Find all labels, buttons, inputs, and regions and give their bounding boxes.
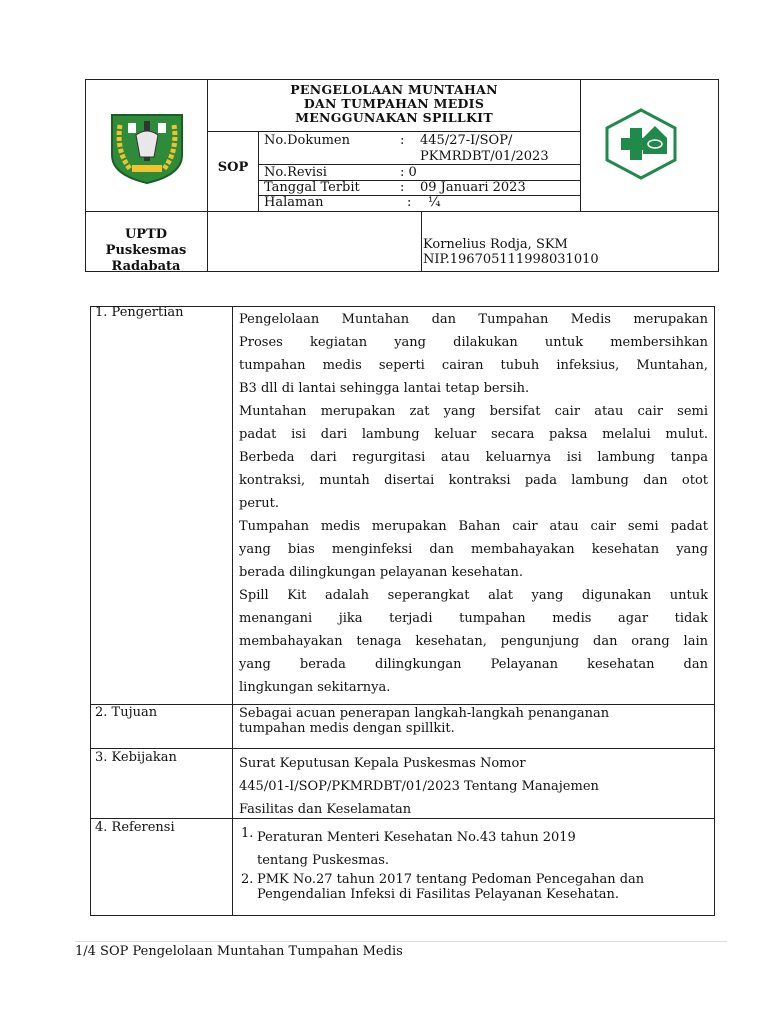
org-line: Radabata — [111, 259, 181, 274]
paragraph: Spill Kit adalah seperangkat alat yang digunakan untuk menangani jika terjadi tumpahan medis agar tidak membahayakan tenaga kesehatan, pengunjung dan orang lain yang berada dilingkungan Pelayanan kesehatan dan lingkungan sekitarnya. — [239, 588, 708, 695]
title-line: DAN TUMPAHAN MEDIS — [303, 96, 485, 111]
reference-number: 2. — [241, 872, 254, 887]
section-label-referensi: 4. Referensi — [95, 820, 175, 835]
reference-number: 1. — [241, 826, 254, 841]
puskesmas-logo-icon — [603, 108, 679, 180]
table-divider — [90, 704, 715, 705]
tanggal-terbit-value: 09 Januari 2023 — [420, 180, 526, 195]
title-line: PENGELOLAAN MUNTAHAN — [290, 82, 498, 97]
signer-nip: NIP.196705111998031010 — [423, 252, 599, 267]
halaman-colon: : — [407, 195, 412, 210]
section-label-kebijakan: 3. Kebijakan — [95, 750, 177, 765]
header-divider — [207, 131, 580, 132]
paragraph: Muntahan merupakan zat yang bersifat cair atau cair semi padat isi dari lambung keluar secara paksa melalui mulut. Berbeda dari regurgitasi atau keluarnya isi lambung tanpa kontraksi, muntah disertai kontraksi pada lambung dan otot perut. — [239, 404, 708, 511]
footer-divider — [75, 941, 727, 942]
table-divider — [232, 306, 233, 916]
signer-name: Kornelius Rodja, SKM — [423, 237, 568, 252]
document-title — [208, 83, 580, 125]
halaman-label: Halaman — [264, 195, 324, 210]
regency-emblem-icon — [106, 111, 188, 185]
table-divider — [90, 748, 715, 749]
organization-name — [86, 227, 206, 275]
paragraph: Surat Keputusan Kepala Puskesmas Nomor 445/01-I/SOP/PKMRDBT/01/2023 Tentang Manajemen Fasilitas dan Keselamatan — [239, 756, 599, 817]
header-divider — [421, 211, 422, 272]
paragraph: Sebagai acuan penerapan langkah-langkah penanganan tumpahan medis dengan spillkit. — [239, 706, 610, 736]
reference-item: Peraturan Menteri Kesehatan No.43 tahun 2019 tentang Puskesmas. — [257, 830, 576, 868]
header-divider — [258, 131, 259, 211]
no-dokumen-colon: : — [400, 133, 405, 148]
tanggal-terbit-colon: : — [400, 180, 405, 195]
no-dokumen-value: PKMRDBT/01/2023 — [420, 149, 549, 164]
section-label-pengertian: 1. Pengertian — [95, 305, 184, 320]
no-revisi-value: : 0 — [400, 165, 417, 180]
org-line: Puskesmas — [105, 243, 187, 258]
no-dokumen-value: 445/27-I/SOP/ — [420, 133, 513, 148]
title-line: MENGGUNAKAN SPILLKIT — [295, 110, 493, 125]
no-dokumen-label: No.Dokumen — [264, 133, 350, 148]
reference-item: PMK No.27 tahun 2017 tentang Pedoman Pencegahan dan Pengendalian Infeksi di Fasilitas Pelayanan Kesehatan. — [257, 872, 645, 902]
page-footer: 1/4 SOP Pengelolaan Muntahan Tumpahan Medis — [75, 944, 403, 959]
tanggal-terbit-label: Tanggal Terbit — [264, 180, 360, 195]
section-label-tujuan: 2. Tujuan — [95, 705, 158, 720]
no-revisi-label: No.Revisi — [264, 165, 327, 180]
header-divider — [85, 211, 719, 212]
signature-block — [423, 237, 599, 267]
paragraph: Tumpahan medis merupakan Bahan cair atau cair semi padat yang bias menginfeksi dan membahayakan kesehatan yang berada dilingkungan pelayanan kesehatan. — [239, 519, 708, 580]
halaman-value: ¼ — [428, 195, 441, 210]
header-divider — [580, 79, 581, 211]
sop-label: SOP — [217, 160, 249, 175]
org-line: UPTD — [124, 227, 168, 242]
paragraph: Pengelolaan Muntahan dan Tumpahan Medis merupakan Proses kegiatan yang dilakukan untuk membersihkan tumpahan medis seperti cairan tubuh infeksius, Muntahan, B3 dll di lantai sehingga lantai tetap bersih. — [239, 312, 708, 396]
